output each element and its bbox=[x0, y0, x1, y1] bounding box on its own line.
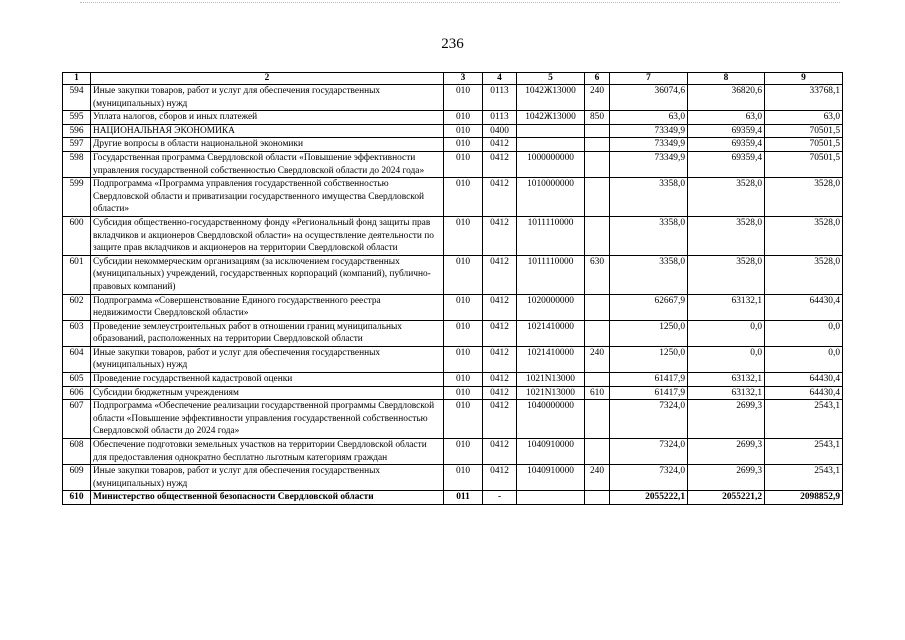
amount-col-7: 7324,0 bbox=[610, 439, 688, 465]
section-code: 0412 bbox=[483, 294, 517, 320]
expense-type-code bbox=[585, 178, 610, 217]
item-name: Подпрограмма «Программа управления государственной собственностью Свердловской области и приватизации государственного имущества Свердловской области» bbox=[91, 178, 444, 217]
amount-col-7: 73349,9 bbox=[610, 151, 688, 177]
row-number: 596 bbox=[63, 124, 91, 138]
section-code: 0412 bbox=[483, 373, 517, 387]
expense-type-code: 610 bbox=[585, 386, 610, 400]
expense-type-code bbox=[585, 320, 610, 346]
target-article-code: 1011110000 bbox=[517, 255, 585, 294]
section-code: 0412 bbox=[483, 178, 517, 217]
amount-col-9: 70501,5 bbox=[765, 124, 843, 138]
item-name: Другие вопросы в области национальной экономики bbox=[91, 138, 444, 152]
amount-col-9: 63,0 bbox=[765, 111, 843, 125]
expense-type-code: 240 bbox=[585, 85, 610, 111]
row-number: 604 bbox=[63, 346, 91, 372]
item-name: Подпрограмма «Совершенствование Единого государственного реестра недвижимости Свердловской области» bbox=[91, 294, 444, 320]
target-article-code: 1020000000 bbox=[517, 294, 585, 320]
amount-col-7: 62667,9 bbox=[610, 294, 688, 320]
row-number: 610 bbox=[63, 491, 91, 505]
section-code: 0412 bbox=[483, 255, 517, 294]
item-name: Проведение землеустроительных работ в отношении границ муниципальных образований, расположенных на территории Свердловской области bbox=[91, 320, 444, 346]
amount-col-7: 7324,0 bbox=[610, 400, 688, 439]
amount-col-8: 69359,4 bbox=[688, 138, 765, 152]
section-code: 0412 bbox=[483, 386, 517, 400]
amount-col-7: 36074,6 bbox=[610, 85, 688, 111]
amount-col-9: 64430,4 bbox=[765, 373, 843, 387]
expense-type-code bbox=[585, 294, 610, 320]
section-code: 0412 bbox=[483, 465, 517, 491]
expense-type-code bbox=[585, 373, 610, 387]
row-number: 609 bbox=[63, 465, 91, 491]
row-number: 605 bbox=[63, 373, 91, 387]
ministry-code: 010 bbox=[444, 465, 483, 491]
table-row bbox=[63, 255, 843, 294]
ministry-code: 010 bbox=[444, 178, 483, 217]
item-name: Субсидия общественно-государственному фонду «Региональный фонд защиты прав вкладчиков и акционеров Свердловской области» на осуществление деятельности по защите прав вкладчиков и акционеров на территории Свердловской области bbox=[91, 216, 444, 255]
item-name: Подпрограмма «Обеспечение реализации государственной программы Свердловской области «Повышение эффективности управления государственной собственностью Свердловской области до 2024 года» bbox=[91, 400, 444, 439]
table-row bbox=[63, 386, 843, 400]
target-article-code: 1040910000 bbox=[517, 439, 585, 465]
column-header-3: 3 bbox=[444, 73, 483, 85]
table-row bbox=[63, 465, 843, 491]
amount-col-7: 61417,9 bbox=[610, 373, 688, 387]
column-header-9: 9 bbox=[765, 73, 843, 85]
amount-col-8: 2055221,2 bbox=[688, 491, 765, 505]
ministry-code: 010 bbox=[444, 439, 483, 465]
row-number: 608 bbox=[63, 439, 91, 465]
expense-type-code: 850 bbox=[585, 111, 610, 125]
amount-col-7: 1250,0 bbox=[610, 346, 688, 372]
target-article-code: 1040000000 bbox=[517, 400, 585, 439]
ministry-code: 010 bbox=[444, 386, 483, 400]
scan-edge-dots bbox=[80, 2, 840, 9]
amount-col-8: 63132,1 bbox=[688, 386, 765, 400]
table-row bbox=[63, 216, 843, 255]
item-name: Иные закупки товаров, работ и услуг для обеспечения государственных (муниципальных) нужд bbox=[91, 346, 444, 372]
row-number: 601 bbox=[63, 255, 91, 294]
item-name: Министерство общественной безопасности Свердловской области bbox=[91, 491, 444, 505]
amount-col-8: 36820,6 bbox=[688, 85, 765, 111]
target-article-code: 1021410000 bbox=[517, 346, 585, 372]
amount-col-9: 3528,0 bbox=[765, 255, 843, 294]
expense-type-code bbox=[585, 124, 610, 138]
amount-col-9: 3528,0 bbox=[765, 178, 843, 217]
section-code: 0113 bbox=[483, 85, 517, 111]
row-number: 595 bbox=[63, 111, 91, 125]
column-header-1: 1 bbox=[63, 73, 91, 85]
target-article-code: 1021410000 bbox=[517, 320, 585, 346]
item-name: Обеспечение подготовки земельных участков на территории Свердловской области для предоставления однократно бесплатно льготным категориям граждан bbox=[91, 439, 444, 465]
row-number: 594 bbox=[63, 85, 91, 111]
amount-col-7: 3358,0 bbox=[610, 178, 688, 217]
table-row bbox=[63, 346, 843, 372]
amount-col-9: 2098852,9 bbox=[765, 491, 843, 505]
amount-col-9: 64430,4 bbox=[765, 294, 843, 320]
amount-col-9: 2543,1 bbox=[765, 439, 843, 465]
row-number: 599 bbox=[63, 178, 91, 217]
budget-table bbox=[62, 72, 843, 505]
target-article-code: 1040910000 bbox=[517, 465, 585, 491]
amount-col-8: 0,0 bbox=[688, 320, 765, 346]
target-article-code: 1000000000 bbox=[517, 151, 585, 177]
expense-type-code bbox=[585, 491, 610, 505]
target-article-code bbox=[517, 124, 585, 138]
amount-col-7: 1250,0 bbox=[610, 320, 688, 346]
amount-col-7: 61417,9 bbox=[610, 386, 688, 400]
row-number: 598 bbox=[63, 151, 91, 177]
ministry-code: 010 bbox=[444, 294, 483, 320]
item-name: Проведение государственной кадастровой оценки bbox=[91, 373, 444, 387]
item-name: НАЦИОНАЛЬНАЯ ЭКОНОМИКА bbox=[91, 124, 444, 138]
section-code: 0412 bbox=[483, 151, 517, 177]
budget-table-container bbox=[62, 72, 842, 505]
expense-type-code: 630 bbox=[585, 255, 610, 294]
amount-col-8: 3528,0 bbox=[688, 178, 765, 217]
item-name: Субсидии некоммерческим организациям (за исключением государственных (муниципальных) учреждений, государственных корпораций (компаний), публично-правовых компаний) bbox=[91, 255, 444, 294]
ministry-code: 010 bbox=[444, 216, 483, 255]
ministry-code: 011 bbox=[444, 491, 483, 505]
expense-type-code bbox=[585, 216, 610, 255]
row-number: 597 bbox=[63, 138, 91, 152]
amount-col-7: 2055222,1 bbox=[610, 491, 688, 505]
amount-col-8: 2699,3 bbox=[688, 465, 765, 491]
section-code: 0412 bbox=[483, 216, 517, 255]
ministry-code: 010 bbox=[444, 124, 483, 138]
ministry-code: 010 bbox=[444, 138, 483, 152]
column-header-8: 8 bbox=[688, 73, 765, 85]
ministry-code: 010 bbox=[444, 111, 483, 125]
section-code: 0412 bbox=[483, 346, 517, 372]
table-row bbox=[63, 178, 843, 217]
target-article-code: 1021N13000 bbox=[517, 386, 585, 400]
table-row bbox=[63, 439, 843, 465]
target-article-code bbox=[517, 491, 585, 505]
table-row bbox=[63, 491, 843, 505]
column-header-2: 2 bbox=[91, 73, 444, 85]
table-row bbox=[63, 320, 843, 346]
amount-col-9: 0,0 bbox=[765, 320, 843, 346]
amount-col-8: 3528,0 bbox=[688, 255, 765, 294]
amount-col-8: 63,0 bbox=[688, 111, 765, 125]
amount-col-7: 7324,0 bbox=[610, 465, 688, 491]
item-name: Уплата налогов, сборов и иных платежей bbox=[91, 111, 444, 125]
item-name: Иные закупки товаров, работ и услуг для обеспечения государственных (муниципальных) нужд bbox=[91, 465, 444, 491]
column-header-5: 5 bbox=[517, 73, 585, 85]
amount-col-9: 64430,4 bbox=[765, 386, 843, 400]
expense-type-code bbox=[585, 439, 610, 465]
section-code: 0412 bbox=[483, 138, 517, 152]
target-article-code: 1021N13000 bbox=[517, 373, 585, 387]
amount-col-9: 3528,0 bbox=[765, 216, 843, 255]
item-name: Государственная программа Свердловской области «Повышение эффективности управления государственной собственностью Свердловской области до 2024 года» bbox=[91, 151, 444, 177]
table-row bbox=[63, 124, 843, 138]
amount-col-8: 0,0 bbox=[688, 346, 765, 372]
ministry-code: 010 bbox=[444, 373, 483, 387]
amount-col-8: 63132,1 bbox=[688, 294, 765, 320]
amount-col-9: 70501,5 bbox=[765, 138, 843, 152]
row-number: 607 bbox=[63, 400, 91, 439]
table-row bbox=[63, 294, 843, 320]
ministry-code: 010 bbox=[444, 320, 483, 346]
row-number: 606 bbox=[63, 386, 91, 400]
expense-type-code bbox=[585, 138, 610, 152]
expense-type-code: 240 bbox=[585, 346, 610, 372]
amount-col-7: 3358,0 bbox=[610, 255, 688, 294]
amount-col-8: 69359,4 bbox=[688, 151, 765, 177]
table-row bbox=[63, 151, 843, 177]
amount-col-8: 63132,1 bbox=[688, 373, 765, 387]
amount-col-9: 2543,1 bbox=[765, 400, 843, 439]
row-number: 603 bbox=[63, 320, 91, 346]
item-name: Иные закупки товаров, работ и услуг для обеспечения государственных (муниципальных) нужд bbox=[91, 85, 444, 111]
target-article-code bbox=[517, 138, 585, 152]
row-number: 602 bbox=[63, 294, 91, 320]
ministry-code: 010 bbox=[444, 85, 483, 111]
ministry-code: 010 bbox=[444, 255, 483, 294]
amount-col-9: 33768,1 bbox=[765, 85, 843, 111]
column-header-6: 6 bbox=[585, 73, 610, 85]
item-name: Субсидии бюджетным учреждениям bbox=[91, 386, 444, 400]
section-code: 0113 bbox=[483, 111, 517, 125]
table-row bbox=[63, 111, 843, 125]
column-header-7: 7 bbox=[610, 73, 688, 85]
section-code: 0412 bbox=[483, 400, 517, 439]
amount-col-9: 0,0 bbox=[765, 346, 843, 372]
section-code: 0400 bbox=[483, 124, 517, 138]
section-code: 0412 bbox=[483, 439, 517, 465]
column-header-4: 4 bbox=[483, 73, 517, 85]
table-row bbox=[63, 400, 843, 439]
target-article-code: 1010000000 bbox=[517, 178, 585, 217]
amount-col-8: 69359,4 bbox=[688, 124, 765, 138]
ministry-code: 010 bbox=[444, 400, 483, 439]
header-row bbox=[63, 73, 843, 85]
target-article-code: 1011110000 bbox=[517, 216, 585, 255]
ministry-code: 010 bbox=[444, 346, 483, 372]
expense-type-code: 240 bbox=[585, 465, 610, 491]
ministry-code: 010 bbox=[444, 151, 483, 177]
amount-col-9: 2543,1 bbox=[765, 465, 843, 491]
table-body bbox=[63, 85, 843, 505]
expense-type-code bbox=[585, 151, 610, 177]
amount-col-8: 2699,3 bbox=[688, 400, 765, 439]
amount-col-9: 70501,5 bbox=[765, 151, 843, 177]
section-code: - bbox=[483, 491, 517, 505]
section-code: 0412 bbox=[483, 320, 517, 346]
amount-col-7: 3358,0 bbox=[610, 216, 688, 255]
amount-col-7: 73349,9 bbox=[610, 138, 688, 152]
row-number: 600 bbox=[63, 216, 91, 255]
table-row bbox=[63, 138, 843, 152]
amount-col-7: 63,0 bbox=[610, 111, 688, 125]
table-row bbox=[63, 85, 843, 111]
page-number: 236 bbox=[441, 36, 464, 52]
amount-col-7: 73349,9 bbox=[610, 124, 688, 138]
target-article-code: 1042Ж13000 bbox=[517, 85, 585, 111]
target-article-code: 1042Ж13000 bbox=[517, 111, 585, 125]
expense-type-code bbox=[585, 400, 610, 439]
amount-col-8: 2699,3 bbox=[688, 439, 765, 465]
table-row bbox=[63, 373, 843, 387]
amount-col-8: 3528,0 bbox=[688, 216, 765, 255]
